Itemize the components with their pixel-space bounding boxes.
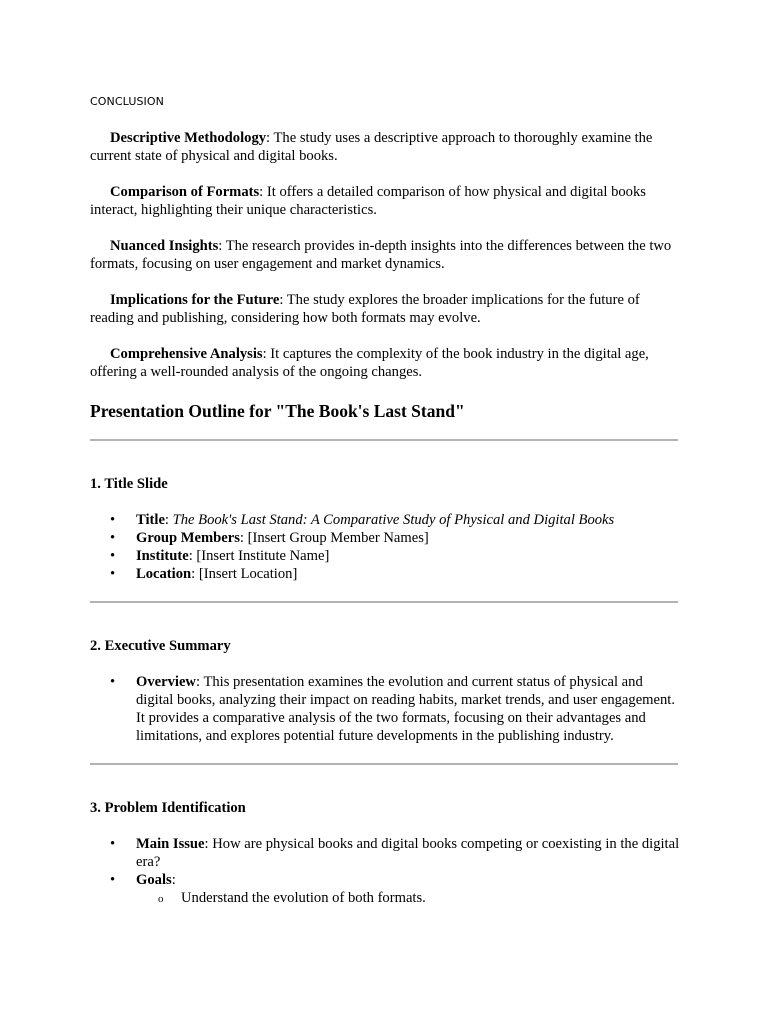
item-text: [Insert Institute Name] (196, 548, 330, 564)
bullet-icon: • (110, 836, 116, 852)
bullet-icon: • (110, 872, 116, 888)
item-separator: : (164, 512, 173, 528)
item-term: Overview (136, 674, 196, 690)
item-text: [Insert Group Member Names] (247, 530, 429, 546)
list-item (90, 673, 680, 745)
bullet-icon: • (110, 530, 116, 546)
problem-identification-list (90, 835, 680, 907)
list-item (90, 565, 680, 583)
conclusion-point (90, 183, 680, 219)
circle-bullet-icon: o (158, 893, 164, 905)
item-term: Location (136, 566, 192, 582)
item-term: Group Members (136, 530, 240, 546)
item-term: Institute (136, 548, 189, 564)
list-item (90, 835, 680, 871)
document-page (90, 94, 680, 925)
conclusion-point-text: : It captures the complexity of the book industry in the digital age, offering a well-rounded analysis of the ongoing changes. (90, 346, 649, 380)
list-item (90, 547, 680, 565)
item-separator: : (195, 674, 204, 690)
item-term: Title (136, 512, 165, 528)
outline-title: Presentation Outline for "The Book's Last Stand" (90, 401, 465, 421)
section-title-executive-summary: 2. Executive Summary (90, 638, 231, 654)
goals-sublist (136, 889, 680, 907)
conclusion-point-term: Comparison of Formats (110, 184, 260, 200)
section-divider (90, 601, 678, 603)
section-divider (90, 439, 678, 441)
item-separator: : (191, 566, 199, 582)
item-italic-text: The Book's Last Stand: A Comparative Study of Physical and Digital Books (172, 512, 615, 528)
title-slide-list (90, 511, 680, 583)
item-text: How are physical books and digital books competing or coexisting in the digital era? (136, 836, 680, 870)
item-separator: : (239, 530, 248, 546)
bullet-icon: • (110, 566, 116, 582)
conclusion-point-text: : The study explores the broader implications for the future of reading and publishing, considering how both formats may evolve. (90, 292, 640, 326)
conclusion-point-text: : It offers a detailed comparison of how physical and digital books interact, highlighting their unique characteristics. (90, 184, 646, 218)
conclusion-point-term: Descriptive Methodology (110, 130, 267, 146)
conclusion-point (90, 129, 680, 165)
section-title-title-slide: 1. Title Slide (90, 476, 168, 492)
conclusion-point-term: Nuanced Insights (110, 238, 219, 254)
sub-list-item (90, 889, 680, 907)
item-separator: : (204, 836, 213, 852)
executive-summary-list (90, 673, 680, 745)
item-separator: : (171, 872, 176, 888)
conclusion-point-text: : The study uses a descriptive approach to thoroughly examine the current state of physical and digital books. (90, 130, 653, 164)
list-item (90, 871, 680, 907)
bullet-icon: • (110, 512, 116, 528)
conclusion-point-term: Implications for the Future (110, 292, 280, 308)
item-term: Main Issue (136, 836, 205, 852)
list-item (90, 511, 680, 529)
bullet-icon: • (110, 548, 116, 564)
item-text: [Insert Location] (198, 566, 298, 582)
conclusion-point (90, 345, 680, 381)
list-item (90, 529, 680, 547)
conclusion-point (90, 237, 680, 273)
section-title-problem-identification: 3. Problem Identification (90, 800, 246, 816)
bullet-icon: • (110, 674, 116, 690)
sub-item-text: Understand the evolution of both formats. (181, 890, 426, 906)
item-term: Goals (136, 872, 172, 888)
item-text: This presentation examines the evolution and current status of physical and digital books, analyzing their impact on reading habits, market trends, and user engagement. It provides a comparative analysis of the two formats, focusing on their advantages and limitations, and explores potential future developments in the publishing industry. (136, 674, 675, 744)
conclusion-point (90, 291, 680, 327)
conclusion-point-term: Comprehensive Analysis (110, 346, 263, 362)
section-divider (90, 763, 678, 765)
conclusion-heading: CONCLUSION (90, 95, 164, 108)
conclusion-point-text: : The research provides in-depth insights into the differences between the two formats, focusing on user engagement and market dynamics. (90, 238, 672, 272)
item-separator: : (188, 548, 197, 564)
